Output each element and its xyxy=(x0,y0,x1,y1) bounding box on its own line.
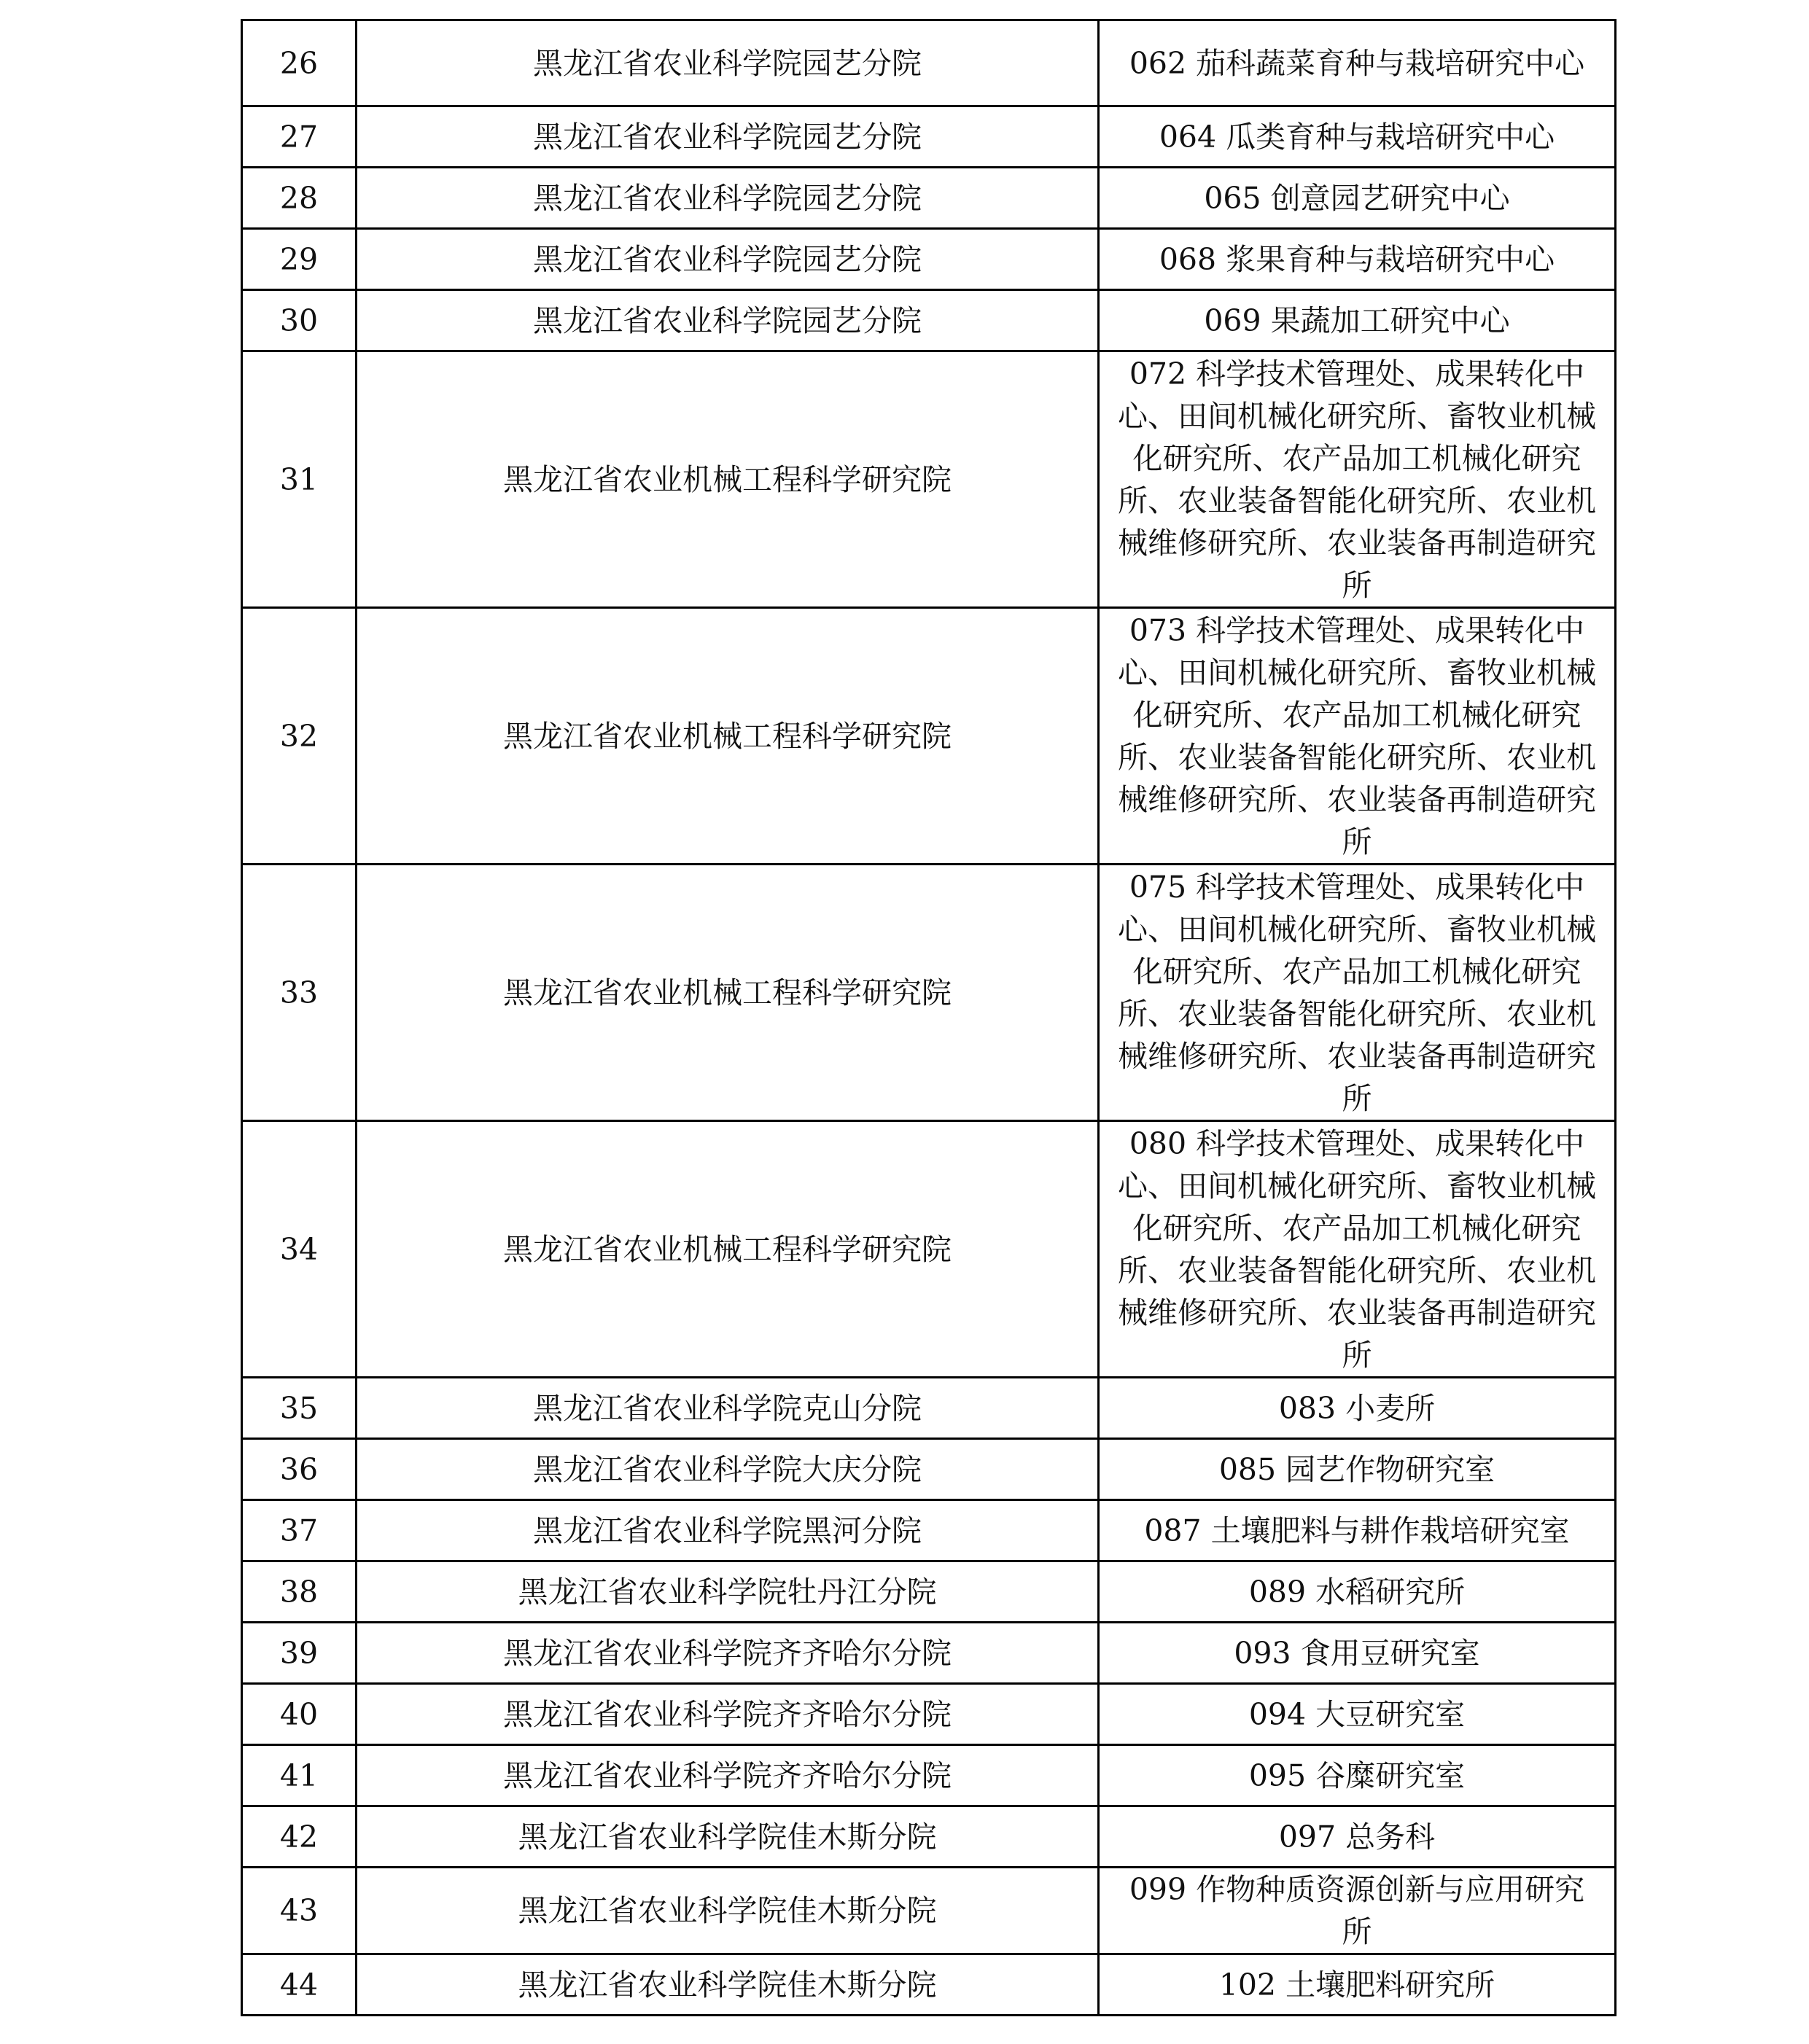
table-row xyxy=(242,1745,1616,1806)
institution-name: 黑龙江省农业科学院园艺分院 xyxy=(357,106,1099,168)
table-row xyxy=(242,1500,1616,1561)
institution-name: 黑龙江省农业科学院牡丹江分院 xyxy=(357,1561,1099,1623)
institution-name: 黑龙江省农业科学院佳木斯分院 xyxy=(357,1954,1099,2016)
row-number: 35 xyxy=(242,1378,357,1439)
table-row xyxy=(242,1378,1616,1439)
row-number: 30 xyxy=(242,290,357,351)
department-name: 073 科学技术管理处、成果转化中心、田间机械化研究所、畜牧业机械化研究所、农产品加工机械化研究所、农业装备智能化研究所、农业机械维修研究所、农业装备再制造研究所 xyxy=(1099,608,1616,865)
row-number: 36 xyxy=(242,1439,357,1500)
table-row xyxy=(242,1684,1616,1745)
department-name: 072 科学技术管理处、成果转化中心、田间机械化研究所、畜牧业机械化研究所、农产品加工机械化研究所、农业装备智能化研究所、农业机械维修研究所、农业装备再制造研究所 xyxy=(1099,351,1616,608)
department-name: 094 大豆研究室 xyxy=(1099,1684,1616,1745)
institution-name: 黑龙江省农业科学院克山分院 xyxy=(357,1378,1099,1439)
row-number: 41 xyxy=(242,1745,357,1806)
table-body xyxy=(242,20,1616,2016)
table-row xyxy=(242,1623,1616,1684)
institution-name: 黑龙江省农业科学院园艺分院 xyxy=(357,290,1099,351)
department-name: 069 果蔬加工研究中心 xyxy=(1099,290,1616,351)
department-name: 089 水稻研究所 xyxy=(1099,1561,1616,1623)
institution-name: 黑龙江省农业科学院齐齐哈尔分院 xyxy=(357,1623,1099,1684)
department-name: 075 科学技术管理处、成果转化中心、田间机械化研究所、畜牧业机械化研究所、农产品加工机械化研究所、农业装备智能化研究所、农业机械维修研究所、农业装备再制造研究所 xyxy=(1099,865,1616,1121)
table-row xyxy=(242,106,1616,168)
institution-name: 黑龙江省农业科学院园艺分院 xyxy=(357,20,1099,106)
table-row xyxy=(242,1954,1616,2016)
row-number: 33 xyxy=(242,865,357,1121)
institution-name: 黑龙江省农业科学院佳木斯分院 xyxy=(357,1868,1099,1954)
institution-table xyxy=(241,19,1617,2016)
department-name: 064 瓜类育种与栽培研究中心 xyxy=(1099,106,1616,168)
institution-name: 黑龙江省农业科学院园艺分院 xyxy=(357,168,1099,229)
row-number: 40 xyxy=(242,1684,357,1745)
department-name: 083 小麦所 xyxy=(1099,1378,1616,1439)
institution-name: 黑龙江省农业机械工程科学研究院 xyxy=(357,1121,1099,1378)
table-row xyxy=(242,20,1616,106)
department-name: 093 食用豆研究室 xyxy=(1099,1623,1616,1684)
department-name: 099 作物种质资源创新与应用研究所 xyxy=(1099,1868,1616,1954)
row-number: 39 xyxy=(242,1623,357,1684)
table-row xyxy=(242,1439,1616,1500)
row-number: 37 xyxy=(242,1500,357,1561)
row-number: 29 xyxy=(242,229,357,290)
row-number: 27 xyxy=(242,106,357,168)
row-number: 32 xyxy=(242,608,357,865)
table-row xyxy=(242,290,1616,351)
institution-name: 黑龙江省农业科学院黑河分院 xyxy=(357,1500,1099,1561)
table-row xyxy=(242,1806,1616,1868)
table-row xyxy=(242,351,1616,608)
department-name: 102 土壤肥料研究所 xyxy=(1099,1954,1616,2016)
department-name: 062 茄科蔬菜育种与栽培研究中心 xyxy=(1099,20,1616,106)
department-name: 097 总务科 xyxy=(1099,1806,1616,1868)
row-number: 42 xyxy=(242,1806,357,1868)
table-row xyxy=(242,168,1616,229)
table-row xyxy=(242,1121,1616,1378)
row-number: 43 xyxy=(242,1868,357,1954)
institution-name: 黑龙江省农业机械工程科学研究院 xyxy=(357,865,1099,1121)
department-name: 085 园艺作物研究室 xyxy=(1099,1439,1616,1500)
institution-name: 黑龙江省农业科学院齐齐哈尔分院 xyxy=(357,1684,1099,1745)
institution-name: 黑龙江省农业科学院园艺分院 xyxy=(357,229,1099,290)
institution-name: 黑龙江省农业科学院齐齐哈尔分院 xyxy=(357,1745,1099,1806)
row-number: 44 xyxy=(242,1954,357,2016)
table-row xyxy=(242,1868,1616,1954)
institution-name: 黑龙江省农业机械工程科学研究院 xyxy=(357,608,1099,865)
department-name: 095 谷糜研究室 xyxy=(1099,1745,1616,1806)
department-name: 080 科学技术管理处、成果转化中心、田间机械化研究所、畜牧业机械化研究所、农产品加工机械化研究所、农业装备智能化研究所、农业机械维修研究所、农业装备再制造研究所 xyxy=(1099,1121,1616,1378)
table-row xyxy=(242,229,1616,290)
institution-name: 黑龙江省农业机械工程科学研究院 xyxy=(357,351,1099,608)
row-number: 38 xyxy=(242,1561,357,1623)
row-number: 34 xyxy=(242,1121,357,1378)
row-number: 31 xyxy=(242,351,357,608)
department-name: 065 创意园艺研究中心 xyxy=(1099,168,1616,229)
institution-name: 黑龙江省农业科学院佳木斯分院 xyxy=(357,1806,1099,1868)
row-number: 26 xyxy=(242,20,357,106)
department-name: 087 土壤肥料与耕作栽培研究室 xyxy=(1099,1500,1616,1561)
table-row xyxy=(242,1561,1616,1623)
institution-name: 黑龙江省农业科学院大庆分院 xyxy=(357,1439,1099,1500)
row-number: 28 xyxy=(242,168,357,229)
table-row xyxy=(242,608,1616,865)
table-row xyxy=(242,865,1616,1121)
department-name: 068 浆果育种与栽培研究中心 xyxy=(1099,229,1616,290)
